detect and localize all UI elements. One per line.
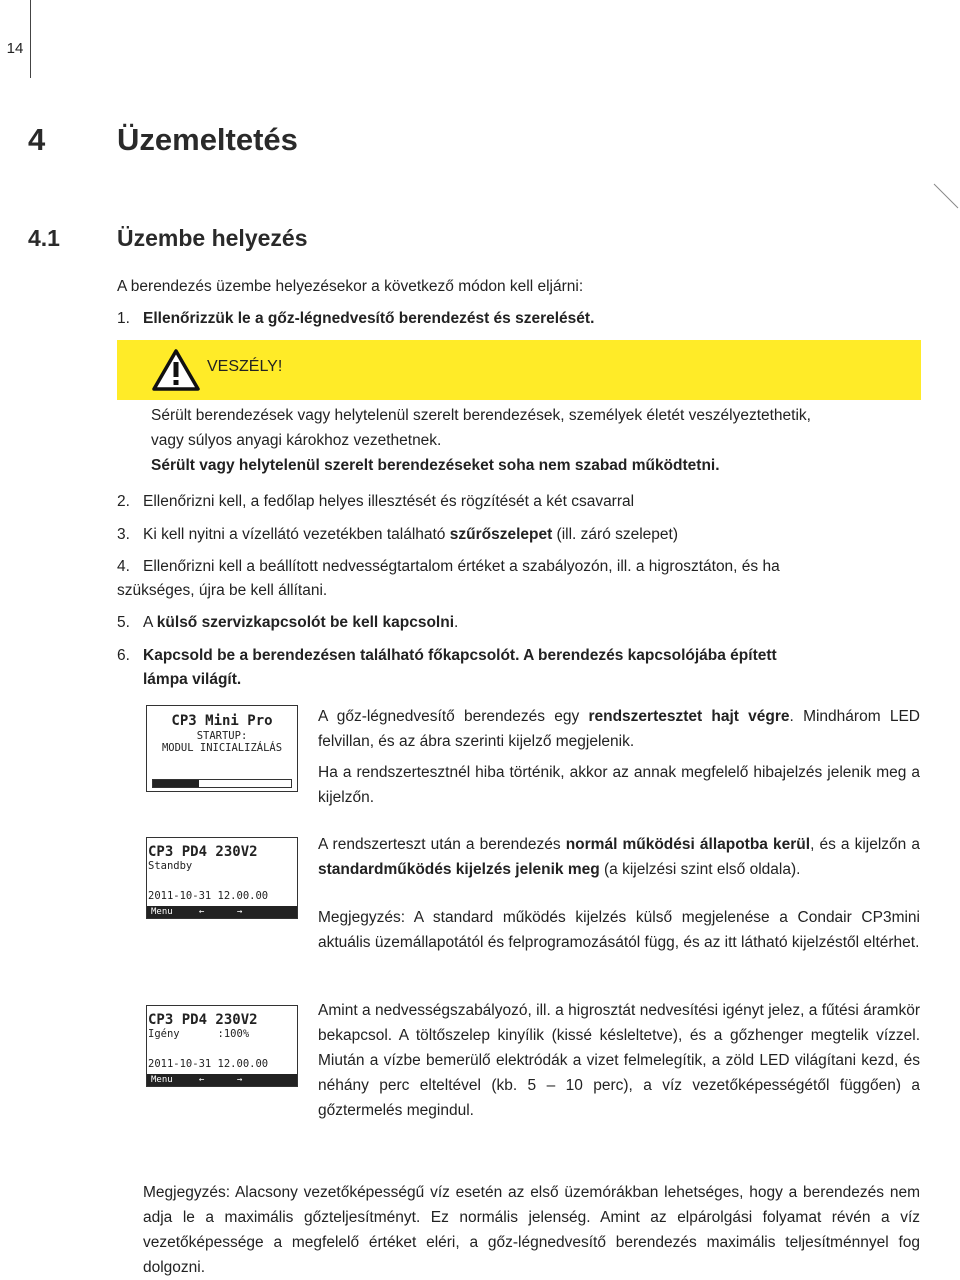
step-1-text: Ellenőrizzük le a gőz-légnedvesítő berendezést és szerelését.	[143, 310, 595, 327]
arrow-left-icon[interactable]: ←	[199, 1075, 205, 1085]
lcd-demand-datetime: 2011-10-31 12.00.00	[148, 1058, 269, 1070]
section-number: 4.1	[28, 225, 60, 251]
arrow-right-icon[interactable]: →	[237, 1075, 243, 1085]
lcd-standby-datetime: 2011-10-31 12.00.00	[148, 890, 269, 902]
page-corner-mark	[930, 180, 960, 210]
step-5-bold: külső szervizkapcsolót be kell kapcsolni	[156, 614, 454, 631]
lcd-startup-line-2: MODUL INICIALIZÁLÁS	[161, 742, 283, 754]
step-4-text-line-2: szükséges, újra be kell állítani.	[117, 582, 328, 599]
step-2-number: 2.	[117, 493, 130, 510]
chapter-title: Üzemeltetés	[117, 122, 298, 157]
arrow-left-icon[interactable]: ←	[199, 907, 205, 917]
step-6-number: 6.	[117, 647, 130, 664]
danger-line-1: Sérült berendezések vagy helytelenül szerelt berendezések, személyek életét veszélyeztethetik,	[151, 407, 811, 424]
step-3-text: Ki kell nyitni a vízellátó vezetékben található szűrőszelepet (ill. záró szelepet)	[143, 526, 679, 543]
step-4-number: 4.	[117, 558, 130, 575]
lcd-startup-title: CP3 Mini Pro	[171, 713, 273, 729]
lcd-demand-title: CP3 PD4 230V2	[148, 1012, 258, 1028]
chapter-number: 4	[28, 122, 46, 157]
step-2-text: Ellenőrizni kell, a fedőlap helyes illesztését és rögzítését a két csavarral	[143, 493, 635, 510]
page-number: 14	[6, 40, 24, 57]
desc-standby-paragraph-1: A rendszerteszt után a berendezés normál működési állapotba kerül, és a kijelzőn a standardműködés kijelzés jelenik meg (a kijelzési szint első oldala).	[318, 836, 920, 878]
danger-title: VESZÉLY!	[207, 358, 283, 375]
desc-demand-paragraph: Amint a nedvességszabályozó, ill. a higrosztát nedvesítési igényt jelez, a fűtési áramkör bekapcsol. A töltőszelep kinyílik (kissé késleltetve), és a gőzhenger megtelik vízzel. Miután a vízbe bemerülő elektródák a vizet felmelegítik, a zöld LED világítani kezd, és néhány perc elteltével (kb. 5 – 10 perc), a víz vezetőképességétől függően) a gőztermelés megindul.	[318, 1002, 920, 1119]
lcd-demand-softkeys	[147, 1074, 297, 1086]
step-3-bold: szűrőszelepet	[449, 526, 553, 543]
lcd-startup-line-1: STARTUP:	[196, 730, 248, 742]
step-6-text-line-2: lámpa világít.	[143, 671, 242, 688]
step-5-text: A külső szervizkapcsolót be kell kapcsolni.	[143, 614, 459, 631]
lcd-standby-display	[146, 837, 298, 919]
low-conductivity-note: Megjegyzés: Alacsony vezetőképességű víz esetén az első üzemórákban lehetséges, hogy a berendezés nem adja le a maximális gőzteljesítményt. Ez normális jelenség. Amint az elpárolgási folyamat révén a víz vezetőképessége a megfelelő értéket eléri, a gőz-légnedvesítő berendezés maximális teljesítménnyel fog dolgozni.	[143, 1184, 920, 1276]
lcd-demand-status: Igény :100%	[148, 1028, 250, 1040]
intro-text: A berendezés üzembe helyezésekor a következő módon kell eljárni:	[117, 278, 584, 295]
desc-startup-paragraph-2: Ha a rendszertesztnél hiba történik, akkor az annak megfelelő hibajelzés jelenik meg a kijelzőn.	[318, 764, 920, 806]
lcd-standby-status: Standby	[148, 860, 193, 872]
step-3-number: 3.	[117, 526, 130, 543]
startup-progress-fill	[153, 780, 199, 787]
lcd-startup-display	[146, 705, 298, 792]
lcd-standby-title: CP3 PD4 230V2	[148, 844, 258, 860]
danger-line-2: vagy súlyos anyagi károkhoz vezethetnek.	[151, 432, 442, 449]
step-4-text-line-1: Ellenőrizni kell a beállított nedvességtartalom értéket a szabályozón, ill. a higrosztáton, és ha	[143, 558, 780, 575]
arrow-right-icon[interactable]: →	[237, 907, 243, 917]
warning-triangle-icon	[151, 348, 201, 392]
step-6-text-line-1: Kapcsold be a berendezésen található főkapcsolót. A berendezés kapcsolójába épített	[143, 647, 777, 664]
margin-divider	[30, 0, 31, 78]
section-title: Üzembe helyezés	[117, 225, 308, 251]
softkey-menu[interactable]: Menu	[151, 1075, 173, 1085]
lcd-demand-display	[146, 1005, 298, 1087]
startup-progress-bar	[152, 779, 292, 788]
desc-startup-paragraph-1: A gőz-légnedvesítő berendezés egy rendszertesztet hajt végre. Mindhárom LED felvillan, és az ábra szerinti kijelző megjelenik.	[318, 708, 920, 750]
softkey-menu[interactable]: Menu	[151, 907, 173, 917]
step-1-number: 1.	[117, 310, 130, 327]
danger-warning-bold: Sérült vagy helytelenül szerelt berendezéseket soha nem szabad működtetni.	[151, 457, 720, 474]
step-5-number: 5.	[117, 614, 130, 631]
desc-standby-paragraph-2: Megjegyzés: A standard működés kijelzés külső megjelenése a Condair CP3mini aktuális üzemállapotától és felprogramozásától függ, és az itt látható kijelzéstől eltérhet.	[318, 909, 920, 951]
lcd-standby-softkeys	[147, 906, 297, 918]
